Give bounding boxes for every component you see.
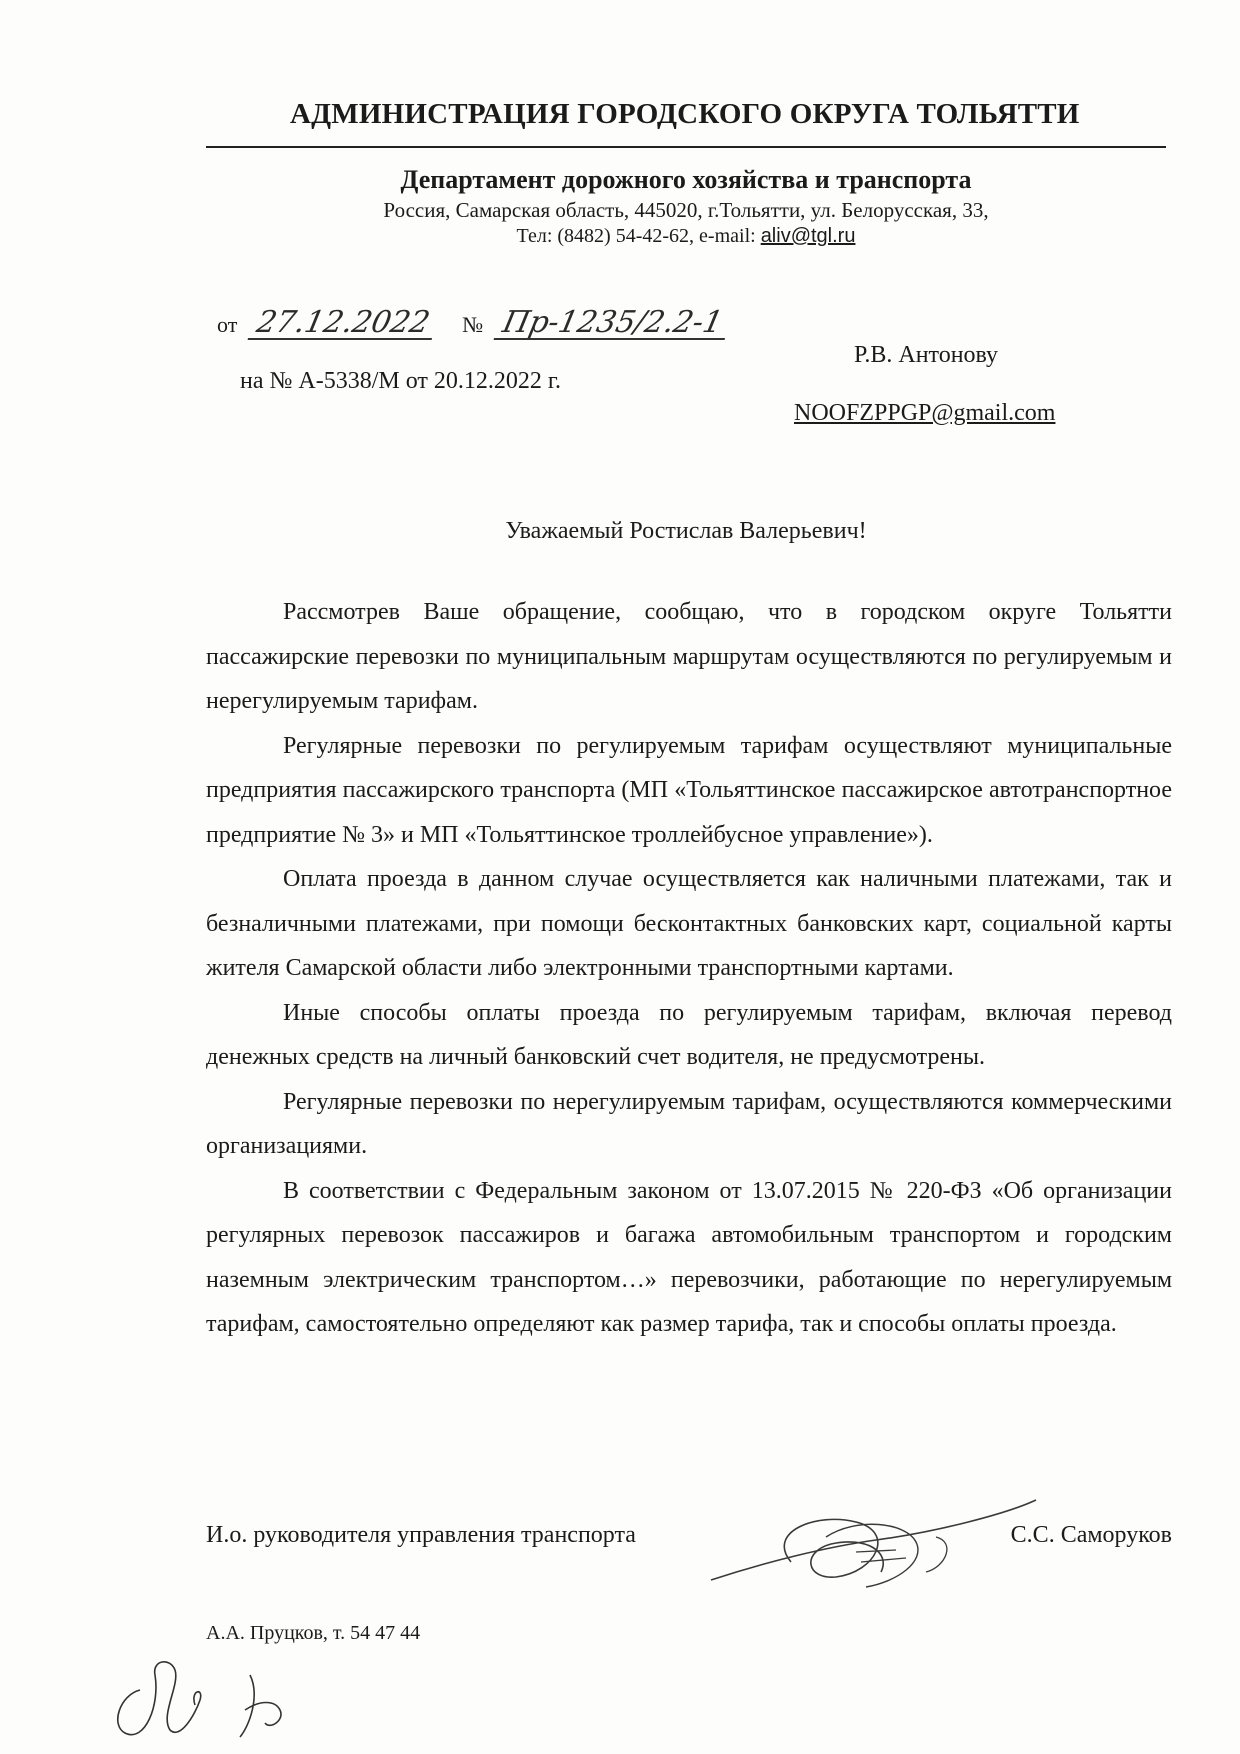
organization-title: АДМИНИСТРАЦИЯ ГОРОДСКОГО ОКРУГА ТОЛЬЯТТИ bbox=[290, 98, 1080, 130]
body-paragraph: Рассмотрев Ваше обращение, сообщаю, что в городском округе Тольятти пассажирские перевозки по муниципальным маршрутам осуществляются по регулируемым и нерегулируемым тарифам. bbox=[206, 599, 1172, 714]
handwritten-initials bbox=[100, 1655, 340, 1745]
handwritten-signature bbox=[706, 1492, 1046, 1602]
signatory-name: С.С. Саморуков bbox=[1010, 1522, 1172, 1548]
body-paragraph: Иные способы оплаты проезда по регулируемым тарифам, включая перевод денежных средств на личный банковский счет водителя, не предусмотрены. bbox=[206, 999, 1172, 1070]
organization-phone: Тел: (8482) 54-42-62, e-mail: bbox=[516, 225, 761, 247]
body-paragraph: В соответствии с Федеральным законом от 13.07.2015 № 220-ФЗ «Об организации регулярных перевозок пассажиров и багажа автомобильным транспортом и городским наземным электрическим транспортом…» перевозчики, работающие по нерегулируемым тарифам, самостоятельно определяют как размер тарифа, так и способы оплаты проезда. bbox=[206, 1177, 1172, 1337]
organization-contacts bbox=[206, 225, 1166, 248]
handwritten-number: Пр-1235/2.2-1 bbox=[493, 308, 731, 340]
body-paragraph: Регулярные перевозки по нерегулируемым тарифам, осуществляются коммерческими организациями. bbox=[206, 1088, 1172, 1159]
organization-address: Россия, Самарская область, 445020, г.Тольятти, ул. Белорусская, 33, bbox=[383, 198, 989, 222]
organization-email-link[interactable]: aliv@tgl.ru bbox=[760, 225, 856, 247]
from-label: от bbox=[217, 312, 238, 337]
letter-body bbox=[206, 590, 1172, 1347]
body-paragraph: Регулярные перевозки по регулируемым тарифам осуществляют муниципальные предприятия пассажирского транспорта (МП «Тольяттинское пассажирское автотранспортное предприятие № 3» и МП «Тольяттинское троллейбусное управление»). bbox=[206, 732, 1172, 848]
handwritten-date: 27.12.2022 bbox=[247, 308, 438, 340]
executor-contact: А.А. Пруцков, т. 54 47 44 bbox=[206, 1622, 421, 1644]
body-paragraph: Оплата проезда в данном случае осуществляется как наличными платежами, так и безналичными платежами, при помощи бесконтактных банковских карт, социальной карты жителя Самарской области либо электронными транспортными картами. bbox=[206, 866, 1172, 981]
signatory-position: И.о. руководителя управления транспорта bbox=[206, 1522, 636, 1548]
reply-reference: на № А-5338/М от 20.12.2022 г. bbox=[240, 368, 562, 394]
number-label: № bbox=[462, 312, 484, 337]
header-divider bbox=[206, 146, 1166, 148]
recipient-name: Р.В. Антонову bbox=[854, 342, 999, 368]
salutation: Уважаемый Ростислав Валерьевич! bbox=[505, 518, 867, 544]
department-name: Департамент дорожного хозяйства и транспорта bbox=[400, 165, 972, 194]
recipient-email-link[interactable]: NOOFZPPGP@gmail.com bbox=[794, 400, 1056, 426]
outgoing-reference bbox=[217, 305, 728, 340]
